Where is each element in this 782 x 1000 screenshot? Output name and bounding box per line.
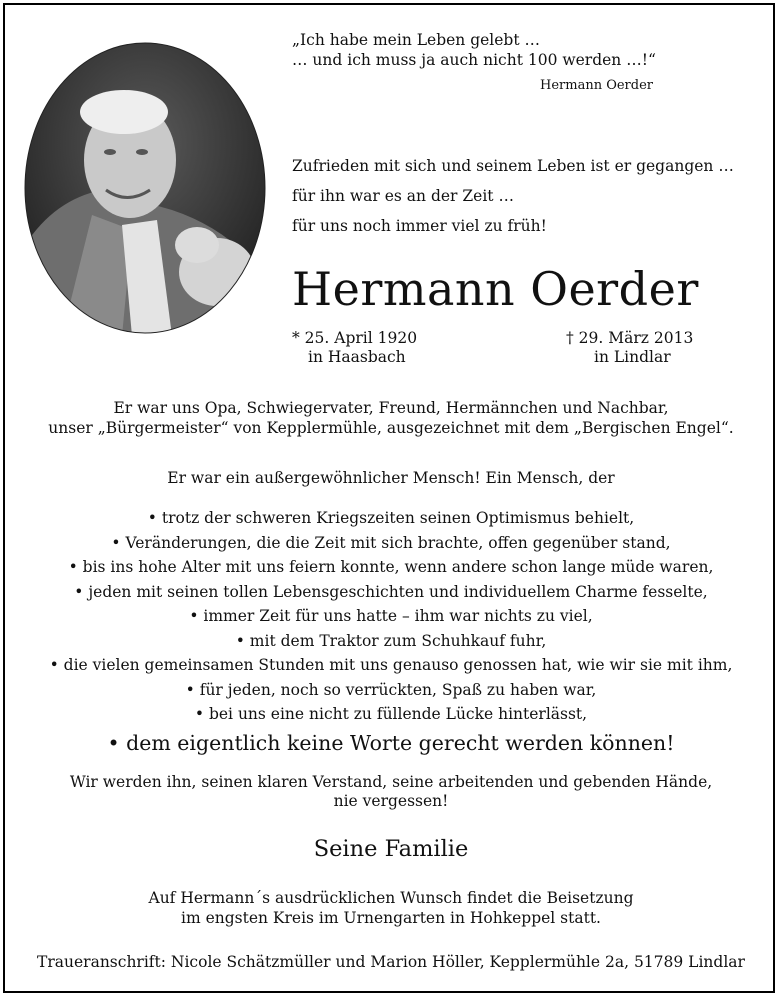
- verse-line: für uns noch immer viel zu früh!: [292, 217, 547, 235]
- portrait-photo: [22, 40, 268, 336]
- burial-notice: [20, 888, 762, 928]
- burial-line: Auf Hermann´s ausdrücklichen Wunsch findet die Beisetzung: [148, 889, 634, 907]
- burial-line: im engsten Kreis im Urnengarten in Hohkeppel statt.: [181, 909, 601, 927]
- tribute-list: [20, 506, 762, 759]
- list-item: • bei uns eine nicht zu füllende Lücke hinterlässt,: [194, 705, 588, 723]
- mourning-address: Traueranschrift: Nicole Schätzmüller und Marion Höller, Kepplermühle 2a, 51789 Lindlar: [37, 953, 745, 971]
- verse-line: Zufrieden mit sich und seinem Leben ist er gegangen …: [292, 157, 734, 175]
- quote-line: … und ich muss ja auch nicht 100 werden …!“: [292, 51, 656, 69]
- quote-line: „Ich habe mein Leben gelebt …: [292, 31, 540, 49]
- list-item: • jeden mit seinen tollen Lebensgeschichten und individuellem Charme fesselte,: [74, 582, 708, 601]
- list-item: • die vielen gemeinsamen Stunden mit uns genauso genossen hat, wie wir sie mit ihm,: [49, 656, 733, 674]
- birth-date: * 25. April 1920: [292, 329, 418, 347]
- memorial-verse: [292, 151, 734, 241]
- list-item: • mit dem Traktor zum Schuhkauf fuhr,: [235, 631, 547, 650]
- death-date: † 29. März 2013: [566, 329, 694, 347]
- intro-line: unser „Bürgermeister“ von Kepplermühle, ausgezeichnet mit dem „Bergischen Engel“.: [48, 419, 734, 437]
- birth-place: in Haasbach: [308, 348, 406, 366]
- list-item: • für jeden, noch so verrückten, Spaß zu haben war,: [185, 680, 597, 699]
- quote-author: Hermann Oerder: [540, 78, 653, 93]
- list-item: • immer Zeit für uns hatte – ihm war nichts zu viel,: [189, 607, 593, 625]
- list-item: • trotz der schweren Kriegszeiten seinen Optimismus behielt,: [147, 509, 635, 527]
- deceased-name: Hermann Oerder: [292, 262, 699, 316]
- death-info: [566, 329, 693, 367]
- list-item: • bis ins hohe Alter mit uns feiern konnte, wenn andere schon lange müde waren,: [68, 558, 714, 576]
- closing-line: nie vergessen!: [333, 792, 449, 810]
- intro-line: Er war uns Opa, Schwiegervater, Freund, Hermännchen und Nachbar,: [113, 399, 669, 417]
- intro-text: [20, 398, 762, 438]
- list-item: • Veränderungen, die die Zeit mit sich brachte, offen gegenüber stand,: [111, 533, 671, 552]
- closing-text: [20, 773, 762, 811]
- verse-line: für ihn war es an der Zeit …: [292, 187, 514, 205]
- list-item-final: • dem eigentlich keine Worte gerecht werden können!: [107, 730, 675, 755]
- birth-info: [292, 329, 417, 367]
- motto-quote: [292, 30, 656, 70]
- closing-line: Wir werden ihn, seinen klaren Verstand, seine arbeitenden und gebenden Hände,: [69, 773, 713, 791]
- lead-text: Er war ein außergewöhnlicher Mensch! Ein Mensch, der: [167, 469, 615, 487]
- death-place: in Lindlar: [594, 348, 671, 366]
- family-signature: Seine Familie: [313, 836, 469, 862]
